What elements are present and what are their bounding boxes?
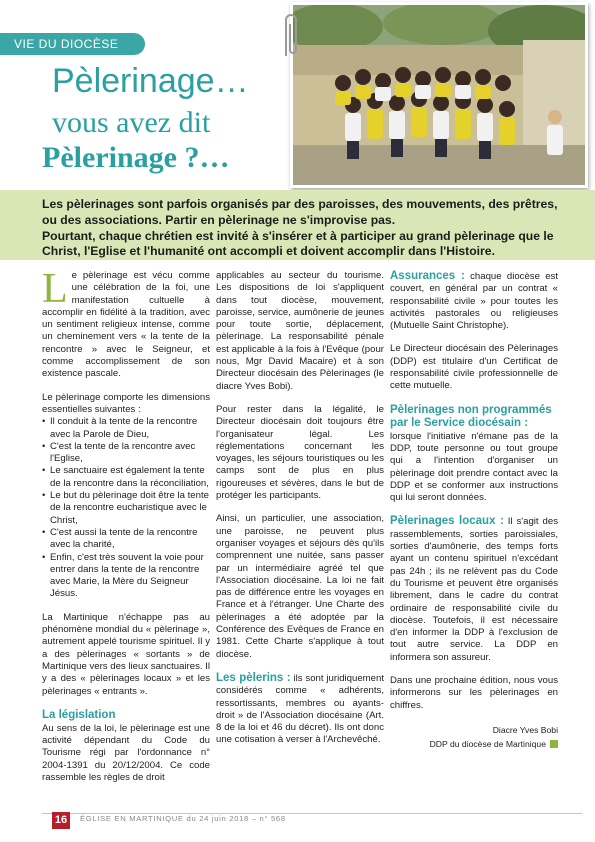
pelerins-text: ils sont juridiquement considérés comme « adhérents, ressortissants, membres ou ayants-droit » de l'Association diocésaine (Art. 8 de la loi et 46 du décret). Ils ont donc une cotisation à verser à l'Archevêché. <box>216 672 385 746</box>
column-2 <box>216 270 384 758</box>
locaux-heading: Pèlerinages locaux : <box>390 515 504 528</box>
col1-paragraph-4: Au sens de la loi, le pèlerinage est une activité dépendant du Code du Tourisme régi par l'ordonnance n° 2004-1391 du 20/12/2004. Ce code rassemble les règles de droit <box>42 722 210 783</box>
article-header <box>0 0 595 190</box>
list-item: • Enfin, c'est très souvent la voie pour entrer dans la tente de la rencontre avec Marie, la Mère du Seigneur Jésus. <box>42 552 210 601</box>
signature-title: DDP du diocèse de Martinique <box>429 738 546 749</box>
group-photo <box>290 2 588 188</box>
col3-paragraph-non-programmes: lorsque l'initiative n'émane pas de la DDP, toute personne ou tout groupe qui a l'intention d'organiser un pèlerinage doit prendre contact avec la DDP et se conformer aux instructions qui lui seront données. <box>390 430 558 504</box>
non-programmes-heading: Pèlerinages non programmés par le Service diocésain : <box>390 403 552 429</box>
list-item: • Il conduit à la tente de la rencontre avec la Parole de Dieu, <box>42 416 210 441</box>
col3-paragraph-assurances <box>390 270 558 332</box>
end-square-icon <box>550 740 558 748</box>
page-number: 16 <box>52 812 70 829</box>
col3-paragraph-2: Le Directeur diocésain des Pèlerinages (DDP) est titulaire d'un Certificat de responsabilité civile professionnelle de cette mutuelle. <box>390 343 558 392</box>
col3-paragraph-5: Dans une prochaine édition, nous vous informerons sur les pèlerinages en chiffres. <box>390 675 558 711</box>
group-photo-illustration <box>293 5 585 185</box>
column-1 <box>42 266 210 795</box>
paperclip-icon <box>278 10 304 60</box>
list-item: • Le sanctuaire est également la tente de la rencontre dans la réconciliation, <box>42 465 210 490</box>
title-line-1: Pèlerinage… <box>52 62 249 100</box>
section-tag: VIE DU DIOCÈSE <box>0 33 145 55</box>
col2-paragraph-pelerins <box>216 672 384 747</box>
list-item: • Le but du pèlerinage doit être la tente de la rencontre eucharistique avec le Christ, <box>42 490 210 527</box>
intro-paragraph-1: Les pèlerinages sont parfois organisés par des paroisses, des mouvements, des prêtres, ou des associations. Partir en pèlerinage ne s'improvise pas. <box>42 197 558 227</box>
col1-paragraph-1 <box>42 266 210 381</box>
list-item: • C'est aussi la tente de la rencontre avec la charité, <box>42 527 210 552</box>
dimensions-list <box>42 416 210 600</box>
col3-paragraph-locaux <box>390 515 558 664</box>
col1-paragraph-1-text: e pèlerinage est vécu comme une célébration de la foi, une manifestation cultuelle à accomplir en fidélité à la tradition, avec un sentiment religieux intense, comme un cheminement vers « la tente de la rencontre » avec le Seigneur, et comme accomplissement de son existence pascale. <box>42 270 210 380</box>
legislation-heading: La législation <box>42 708 116 721</box>
locaux-text: Il s'agit des rassemblements, sorties paroissiales, sorties d'aumônerie, des temps forts ayant un contenu spirituel n'excédant pas 24h ; ils ne relèvent pas du Code du Tourisme et peuvent être organisés librement, dans le cadre du contrat ordinaire de responsabilité civile du diocèse. Toutefois, il est nécessaire d'en informer la DDP à l'exclusion de tout autre service. La DDP en informera son assureur. <box>390 516 559 663</box>
column-3 <box>390 270 558 751</box>
assurances-heading: Assurances : <box>390 270 465 282</box>
list-item: • C'est la tente de la rencontre avec l'Eglise, <box>42 441 210 466</box>
signature-title-line <box>390 737 558 751</box>
col1-paragraph-2: Le pèlerinage comporte les dimensions essentielles suivantes : <box>42 391 210 415</box>
title-line-2: vous avez dit <box>52 106 211 139</box>
col2-paragraph-1: applicables au secteur du tourisme. Les dispositions de loi s'appliquent dans tout diocèse, mouvement, paroisse, service, aumônerie de jeunes pour toute sortie, déplacement, pèlerinage. La responsabilité pénale est applicable à la fois à l'Evêque (pour nous, Mgr David Macaire) et à son Directeur diocésain des Pèlerinages (le diacre Yves Bobi). <box>216 270 384 392</box>
dropcap: L <box>42 266 68 312</box>
assurances-text: chaque diocèse est couvert, en général par un contrat « responsabilité civile » pour toutes les activités pastorales ou religieuses (Mutuelle Saint Christophe). <box>390 271 558 332</box>
intro-paragraph-2: Pourtant, chaque chrétien est invité à s'insérer et à participer au grand pèlerinage que le Christ, l'Eglise et l'humanité ont accompli et doivent accomplir dans l'Histoire. <box>42 228 554 259</box>
title-line-3: Pèlerinage ?… <box>42 141 230 174</box>
col2-paragraph-3: Ainsi, un particulier, une association, une paroisse, ne peuvent plus organiser voyages et séjours dès qu'ils comprennent une nuitée, sans passer par un intermédiaire agréé tel que l'Association diocésaine. La loi ne fait pas de différence entre les voyages en France et à l'étranger. Une Charte des pèlerinages a été adoptée par la Conférence des Evêques de France en 1981. Cette Charte s'applique à tout diocèse. <box>216 513 384 660</box>
footer-publication: ÉGLISE EN MARTINIQUE du 24 juin 2018 – n° 568 <box>80 814 286 823</box>
signature-name: Diacre Yves Bobi <box>492 724 558 735</box>
col1-paragraph-3: La Martinique n'échappe pas au phénomène mondial du « pèlerinage », autrement appelé tourisme spirituel. Il y a des pèlerinages « sortants » de Martinique vers des lieux sanctuaires. Il y a des « pèlerinages locaux » et les pèlerinages « entrants ». <box>42 611 210 697</box>
intro-block <box>0 190 595 260</box>
col2-paragraph-2: Pour rester dans la légalité, le Directeur diocésain doit toujours être l'organisateur légal. Les réglementations concernant les voyages, les séjours touristiques ou les camps sont de plus en plus rigoureuses et sévères, dans le but de protéger les participants. <box>216 403 384 502</box>
pelerins-heading: Les pèlerins : <box>216 671 291 684</box>
